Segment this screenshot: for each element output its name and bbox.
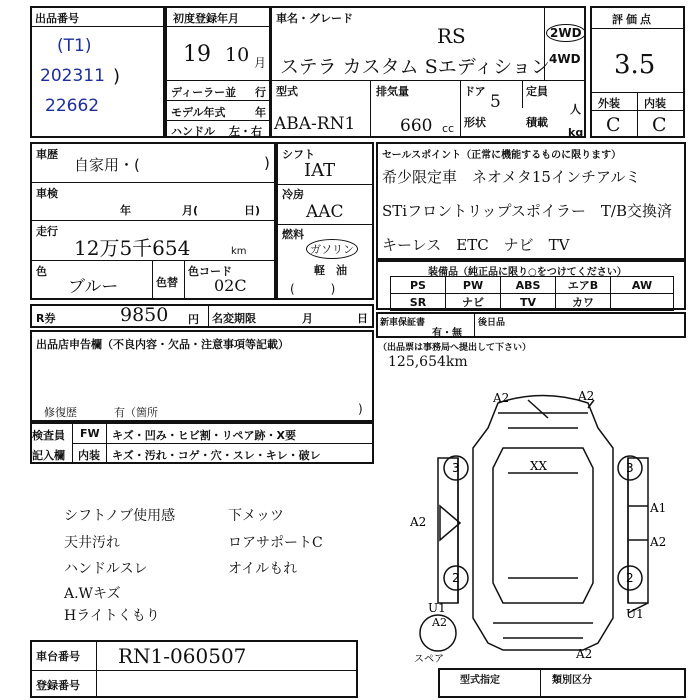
repair-value: 有（箇所 <box>114 406 158 419</box>
mech-box <box>276 142 374 300</box>
equip-leather: カワ <box>556 294 611 311</box>
wheel-rear-right: 2 <box>626 571 634 585</box>
equip-navi: ナビ <box>446 294 501 311</box>
car-damage-diagram <box>398 388 688 688</box>
wheel-front-left: 3 <box>452 461 460 475</box>
mark-right-u1: U1 <box>626 607 644 621</box>
equipment-box <box>376 260 686 310</box>
repair-label: 修復歴 <box>44 406 77 419</box>
displacement-value: 660 <box>400 116 433 136</box>
recycle-box <box>30 304 374 328</box>
check-row2-items: キズ・汚れ・コゲ・穴・スレ・キレ・破レ <box>112 449 321 462</box>
shape-label: 形状 <box>464 116 486 129</box>
check-row1-items: キズ・凹み・ヒビ割・リペア跡・X要 <box>112 429 297 442</box>
door-value: 5 <box>490 92 501 112</box>
shift-label: シフト <box>282 148 315 161</box>
lot-line2: 202311 <box>40 66 105 86</box>
mark-left-u1: U1 <box>428 601 446 615</box>
load-unit: kg <box>568 126 584 139</box>
inspection-year-unit: 年 <box>120 204 131 217</box>
warranty-value: 有・無 <box>432 328 462 339</box>
displacement-unit: cc <box>442 122 455 135</box>
checks-box <box>30 422 374 464</box>
color-swap-label: 色替 <box>156 276 178 289</box>
note-right-3: オイルもれ <box>228 561 298 577</box>
equip-airbag: エアB <box>556 277 611 294</box>
note-left-1: シフトノブ使用感 <box>64 508 176 524</box>
note-left-2: 天井汚れ <box>64 535 120 551</box>
handle-value: 左・右 <box>229 125 262 138</box>
equip-abs: ABS <box>501 277 556 294</box>
registration-month-unit: 月 <box>254 56 267 70</box>
type-designation-box <box>438 668 686 698</box>
vehicle-use-close: ) <box>264 154 270 172</box>
equip-pw: PW <box>446 277 501 294</box>
chassis-value: RN1-060507 <box>118 644 247 668</box>
check-row1-head: FW <box>80 427 100 440</box>
registration-month: 10 <box>225 44 250 66</box>
chassis-box <box>30 640 358 698</box>
lot-box <box>30 6 165 138</box>
lot-paren: ) <box>113 66 121 87</box>
fuel-diesel: 軽 油 <box>314 264 347 277</box>
model-year-unit: 年 <box>255 106 266 119</box>
mileage-label: 走行 <box>36 225 58 238</box>
score-label: 評価点 <box>612 13 654 26</box>
recycle-label: R券 <box>36 312 56 325</box>
inspection-day-unit: 日) <box>244 204 261 217</box>
capacity-unit: 人 <box>570 103 581 116</box>
drive-4wd: 4WD <box>549 52 581 66</box>
note-right-1: 下メッツ <box>228 508 284 524</box>
deadline-label: 名変期限 <box>212 312 256 325</box>
mark-right-a2: A2 <box>650 535 667 549</box>
door-label: ドア <box>464 85 486 98</box>
equipment-table <box>390 276 674 311</box>
color-value: ブルー <box>68 277 119 297</box>
wheel-rear-left: 2 <box>452 571 460 585</box>
car-box <box>270 6 586 138</box>
mark-top-right-a2: A2 <box>578 389 595 403</box>
wheel-front-right: 3 <box>626 461 634 475</box>
deadline-month-unit: 月 <box>302 312 313 325</box>
sales-point-line3: キーレス ETC ナビ TV <box>382 236 570 254</box>
vehicle-use-label: 車歴 <box>36 148 58 161</box>
car-grade: RS <box>437 24 466 48</box>
check-row2-head: 内装 <box>78 449 100 462</box>
lot-line1: (T1) <box>57 36 92 56</box>
equipment-label: 装備品（純正品に限り○をつけてください） <box>428 267 627 278</box>
lot-label: 出品番号 <box>35 12 79 25</box>
note-right-2: ロアサポートC <box>228 535 323 551</box>
dealer-notes-box: 出品店申告欄（不良内容・欠品・注意事項等記載） 修復歴 有（箇所 ) <box>30 330 374 422</box>
deadline-day-unit: 日 <box>357 312 368 325</box>
dealer-suffix: 行 <box>255 86 266 99</box>
note-left-5: Hライトくもり <box>64 608 160 624</box>
lot-line3: 22662 <box>45 96 100 116</box>
equip-aw: AW <box>611 277 674 294</box>
inspector-label: 検査員 <box>32 429 65 442</box>
mileage-note: 125,654km <box>388 354 468 370</box>
load-label: 積載 <box>526 116 548 129</box>
note-left-4: A.Wキズ <box>64 586 121 602</box>
type-designation-label: 型式指定 <box>460 675 500 686</box>
interior-value: C <box>652 114 667 136</box>
category-label: 類別区分 <box>552 675 592 686</box>
sales-point-line1: 希少限定車 ネオメタ15インチアルミ <box>382 168 641 186</box>
handle-label: ハンドル <box>171 125 215 138</box>
displacement-label: 排気量 <box>376 85 409 98</box>
warranty-label: 新車保証書 <box>380 318 426 328</box>
after-label: 後日品 <box>478 318 506 328</box>
color-code-value: 02C <box>214 276 247 295</box>
recycle-value: 9850 <box>120 304 169 326</box>
fuel-gasoline: ガソリン <box>306 239 358 259</box>
mark-roof-xx: XX <box>530 459 548 473</box>
mark-right-a1: A1 <box>650 501 667 515</box>
mark-top-a2: A2 <box>493 391 510 405</box>
inspection-label: 車検 <box>36 187 58 200</box>
car-name: ステラ カスタム Sエディション <box>280 56 550 78</box>
registration-number-label: 登録番号 <box>36 679 80 692</box>
mark-spare-a2: A2 <box>432 616 447 629</box>
chassis-label: 車台番号 <box>36 650 80 663</box>
notes-right-label: （出品票は事務局へ提出して下さい） <box>378 343 532 353</box>
sales-point-line2: STiフロントリップスポイラー T/B交換済 <box>382 202 672 220</box>
mark-left-a2: A2 <box>410 515 427 529</box>
ac-value: AAC <box>306 202 344 222</box>
interior-label: 内装 <box>644 97 666 110</box>
spare-label: スペア <box>414 654 444 665</box>
vehicle-use-value: 自家用・( <box>74 156 140 174</box>
entry-label: 記入欄 <box>32 449 65 462</box>
recycle-unit: 円 <box>188 313 199 326</box>
sales-points-box <box>376 142 686 260</box>
note-left-3: ハンドルスレ <box>64 561 148 577</box>
score-box <box>590 6 685 138</box>
registration-label: 初度登録年月 <box>173 12 239 25</box>
type-label: 型式 <box>276 85 298 98</box>
mileage-value: 12万5千654 <box>74 236 191 260</box>
exterior-value: C <box>606 114 621 136</box>
equip-ps: PS <box>391 277 446 294</box>
dealer-notes-label: 出品店申告欄（不良内容・欠品・注意事項等記載） <box>36 338 289 351</box>
score-value: 3.5 <box>614 50 656 80</box>
drive-2wd: 2WD <box>546 24 586 42</box>
shift-value: IAT <box>304 160 336 181</box>
sales-points-label: セールスポイント（正常に機能するものに限ります） <box>382 150 622 161</box>
mark-bottom-a2: A2 <box>576 647 593 661</box>
equip-sr: SR <box>391 294 446 311</box>
fuel-label: 燃料 <box>282 228 304 241</box>
color-label: 色 <box>36 265 47 278</box>
car-name-label: 車名・グレード <box>276 12 353 25</box>
warranty-box <box>376 312 686 338</box>
mileage-unit: km <box>231 246 247 257</box>
type-value: ABA-RN1 <box>274 114 356 134</box>
exterior-label: 外装 <box>598 97 620 110</box>
equip-blank <box>611 294 674 311</box>
fuel-paren: ( ) <box>290 282 336 296</box>
color-code-label: 色コード <box>188 265 232 278</box>
equip-tv: TV <box>501 294 556 311</box>
dealer-label: ディーラー並 <box>171 86 237 99</box>
registration-year: 19 <box>183 42 211 67</box>
model-year-label: モデル年式 <box>171 106 226 119</box>
inspection-month-unit: 月( <box>182 204 199 217</box>
history-box <box>30 142 276 300</box>
ac-label: 冷房 <box>282 188 304 201</box>
registration-box <box>165 6 271 138</box>
capacity-label: 定員 <box>526 85 548 98</box>
